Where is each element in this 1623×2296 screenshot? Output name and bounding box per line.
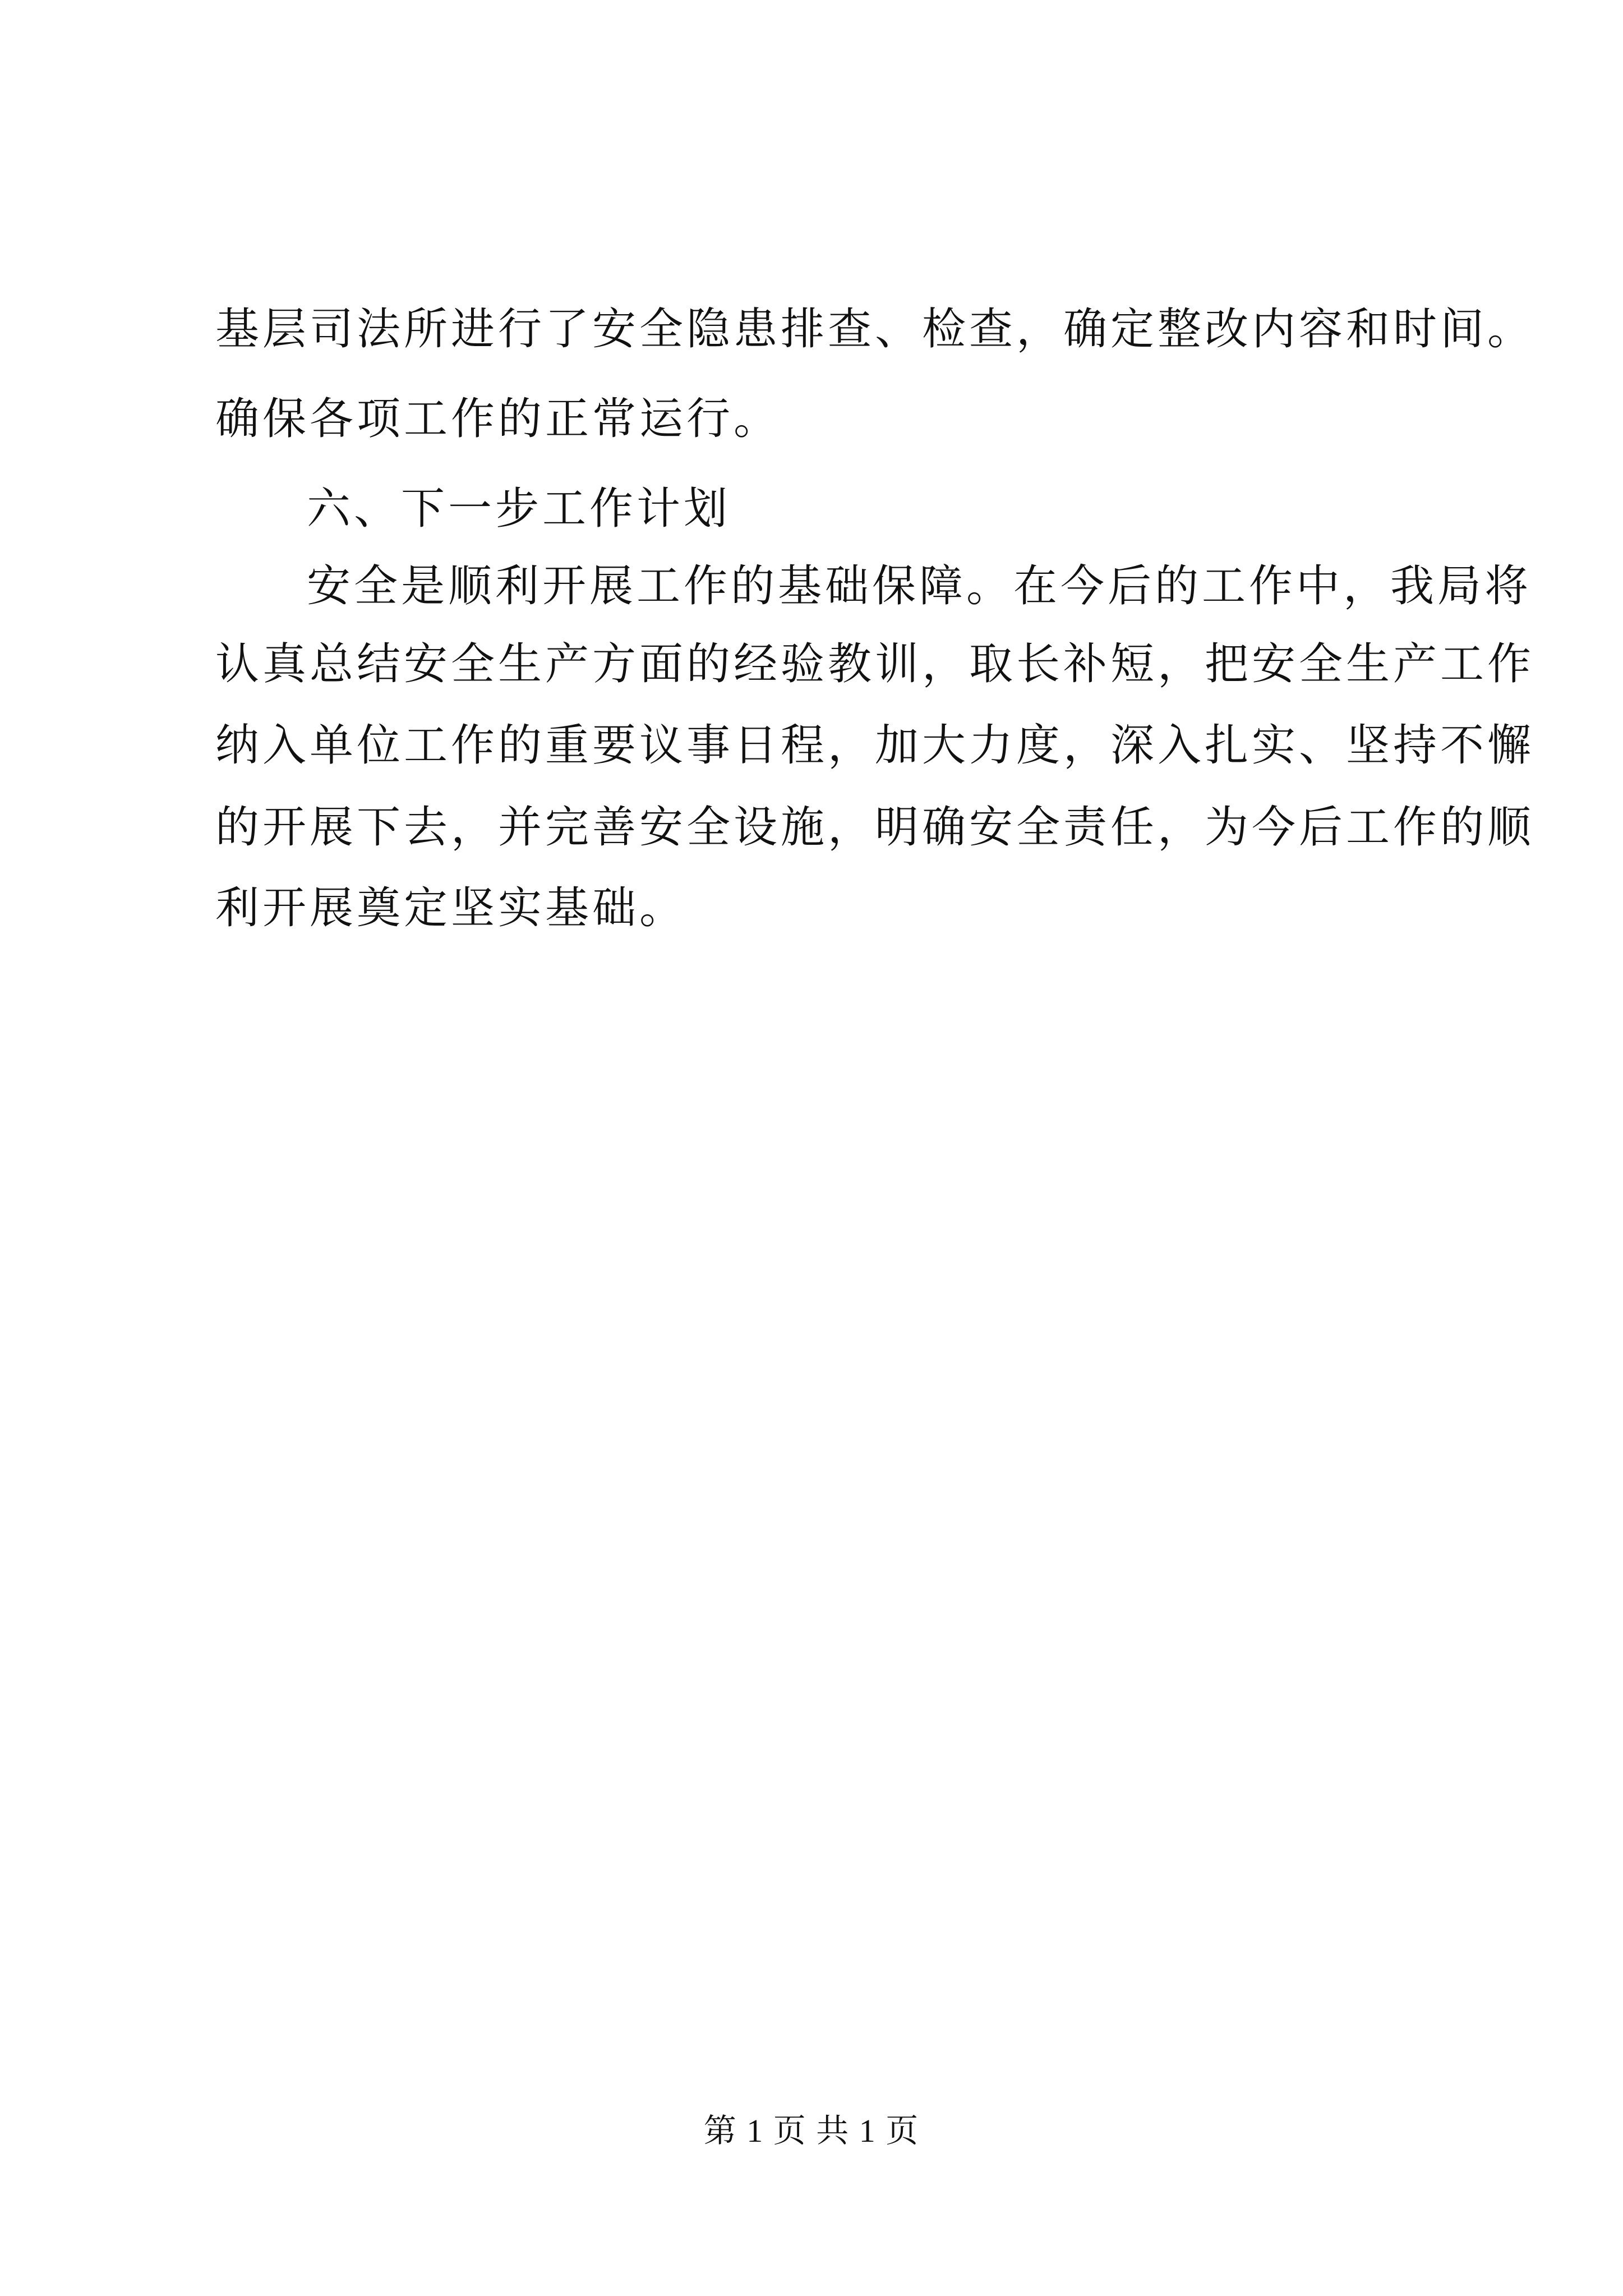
- section-heading: 六、下一步工作计划: [307, 484, 731, 534]
- body-text-line: 纳入单位工作的重要议事日程，加大力度，深入扎实、坚持不懈: [215, 720, 1535, 771]
- page-number-footer: 第 1 页 共 1 页: [703, 2113, 920, 2149]
- body-text-line: 基层司法所进行了安全隐患排查、检查，确定整改内容和时间。: [215, 304, 1535, 355]
- body-text-line: 利开展奠定坚实基础。: [215, 883, 687, 933]
- body-text-line: 确保各项工作的正常运行。: [215, 394, 781, 444]
- body-text-line: 安全是顺利开展工作的基础保障。在今后的工作中，我局将: [307, 561, 1532, 611]
- body-text-line: 的开展下去，并完善安全设施，明确安全责任，为今后工作的顺: [215, 802, 1535, 853]
- body-text-line: 认真总结安全生产方面的经验教训，取长补短，把安全生产工作: [215, 639, 1535, 689]
